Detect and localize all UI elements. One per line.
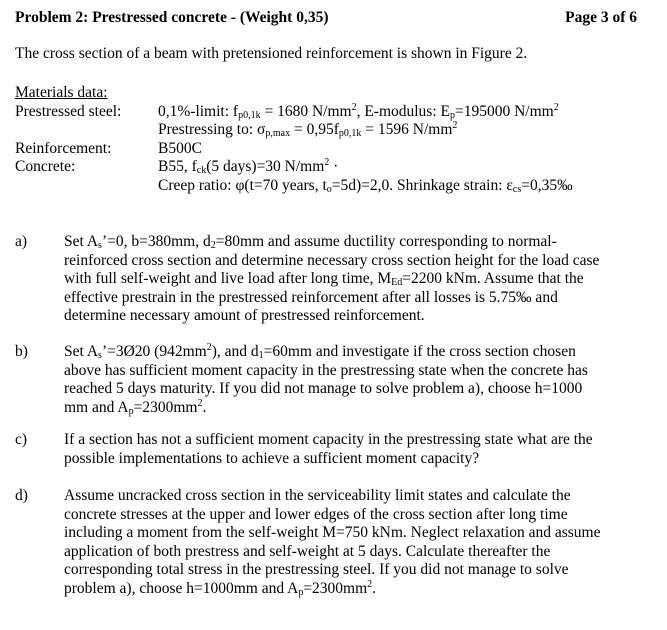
question-letter: a) bbox=[15, 233, 28, 250]
question-letter: d) bbox=[15, 487, 28, 504]
question-text: Set $A_s’=0$, b=380mm, $d_2=80mm$ and assume ductility corresponding to normal- reinforced cross section and determine necessary cross section height for the load case with full self-weight and live load after long time, $M_{Ed}=2200$ kNm. Assume that the effective prestrain in the prestressed reinforcement after all losses is 5.75‰ and determine necessary amount of prestressed reinforcement. bbox=[64, 233, 600, 324]
materials-data bbox=[15, 84, 655, 195]
problem-title: Problem 2: Prestressed concrete - (Weight 0,35) bbox=[15, 9, 329, 26]
concrete-label: Concrete: bbox=[15, 158, 76, 175]
prestressed-steel-properties: 0,1%-limit: $f_{p0,1k} = 1680$ $N/mm^2$, E-modulus: $E_p=195000$ $N/mm^2$ bbox=[158, 101, 559, 121]
prestressing-stress: Prestressing to: $\sigma_{p,max} = 0,95f_{p0,1k} = 1596$ $N/mm^2$ bbox=[158, 120, 458, 139]
concrete-strength: B55, $f_{ck}(5$ days)=30 $N/mm^2$ · bbox=[158, 157, 339, 176]
reinforcement-value: B500C bbox=[158, 139, 202, 157]
creep-shrinkage: Creep ratio: φ(t=70 years, $t_o=5d)=2,0$. Shrinkage strain: $\varepsilon_{cs}=0,35‰$ bbox=[158, 176, 573, 195]
reinforcement-label: Reinforcement: bbox=[15, 139, 112, 157]
intro-text: The cross section of a beam with pretensioned reinforcement is shown in Figure 2. bbox=[15, 45, 528, 62]
question-letter: b) bbox=[15, 343, 28, 360]
materials-heading: Materials data: bbox=[15, 84, 108, 101]
prestressed-steel-label: Prestressed steel: bbox=[15, 102, 122, 120]
question-text: If a section has not a sufficient moment capacity in the prestressing state what are the possible implementations to achieve a sufficient moment capacity? bbox=[64, 431, 593, 467]
question-text: Set $A_s’=3Ø20$ $(942mm^2)$, and $d_1=60mm$ and investigate if the cross section chosen above has sufficient moment capacity in the prestressing state when the concrete has reached 5 days maturity. If you did not manage to solve problem a), choose h=1000 mm and $A_p=2300mm^2$. bbox=[64, 342, 588, 417]
question-text: Assume uncracked cross section in the serviceability limit states and calculate the concrete stresses at the upper and lower edges of the cross section after long time including a moment from the self-weight M=750 kNm. Neglect relaxation and assume application of both prestress and self-weight at 5 days. Calculate thereafter the corresponding total stress in the prestressing steel. If you did not manage to solve problem a), choose h=1000mm and $A_p=2300mm^2$. bbox=[64, 487, 601, 598]
page-number: Page 3 of 6 bbox=[565, 9, 637, 26]
question-letter: c) bbox=[15, 431, 28, 448]
